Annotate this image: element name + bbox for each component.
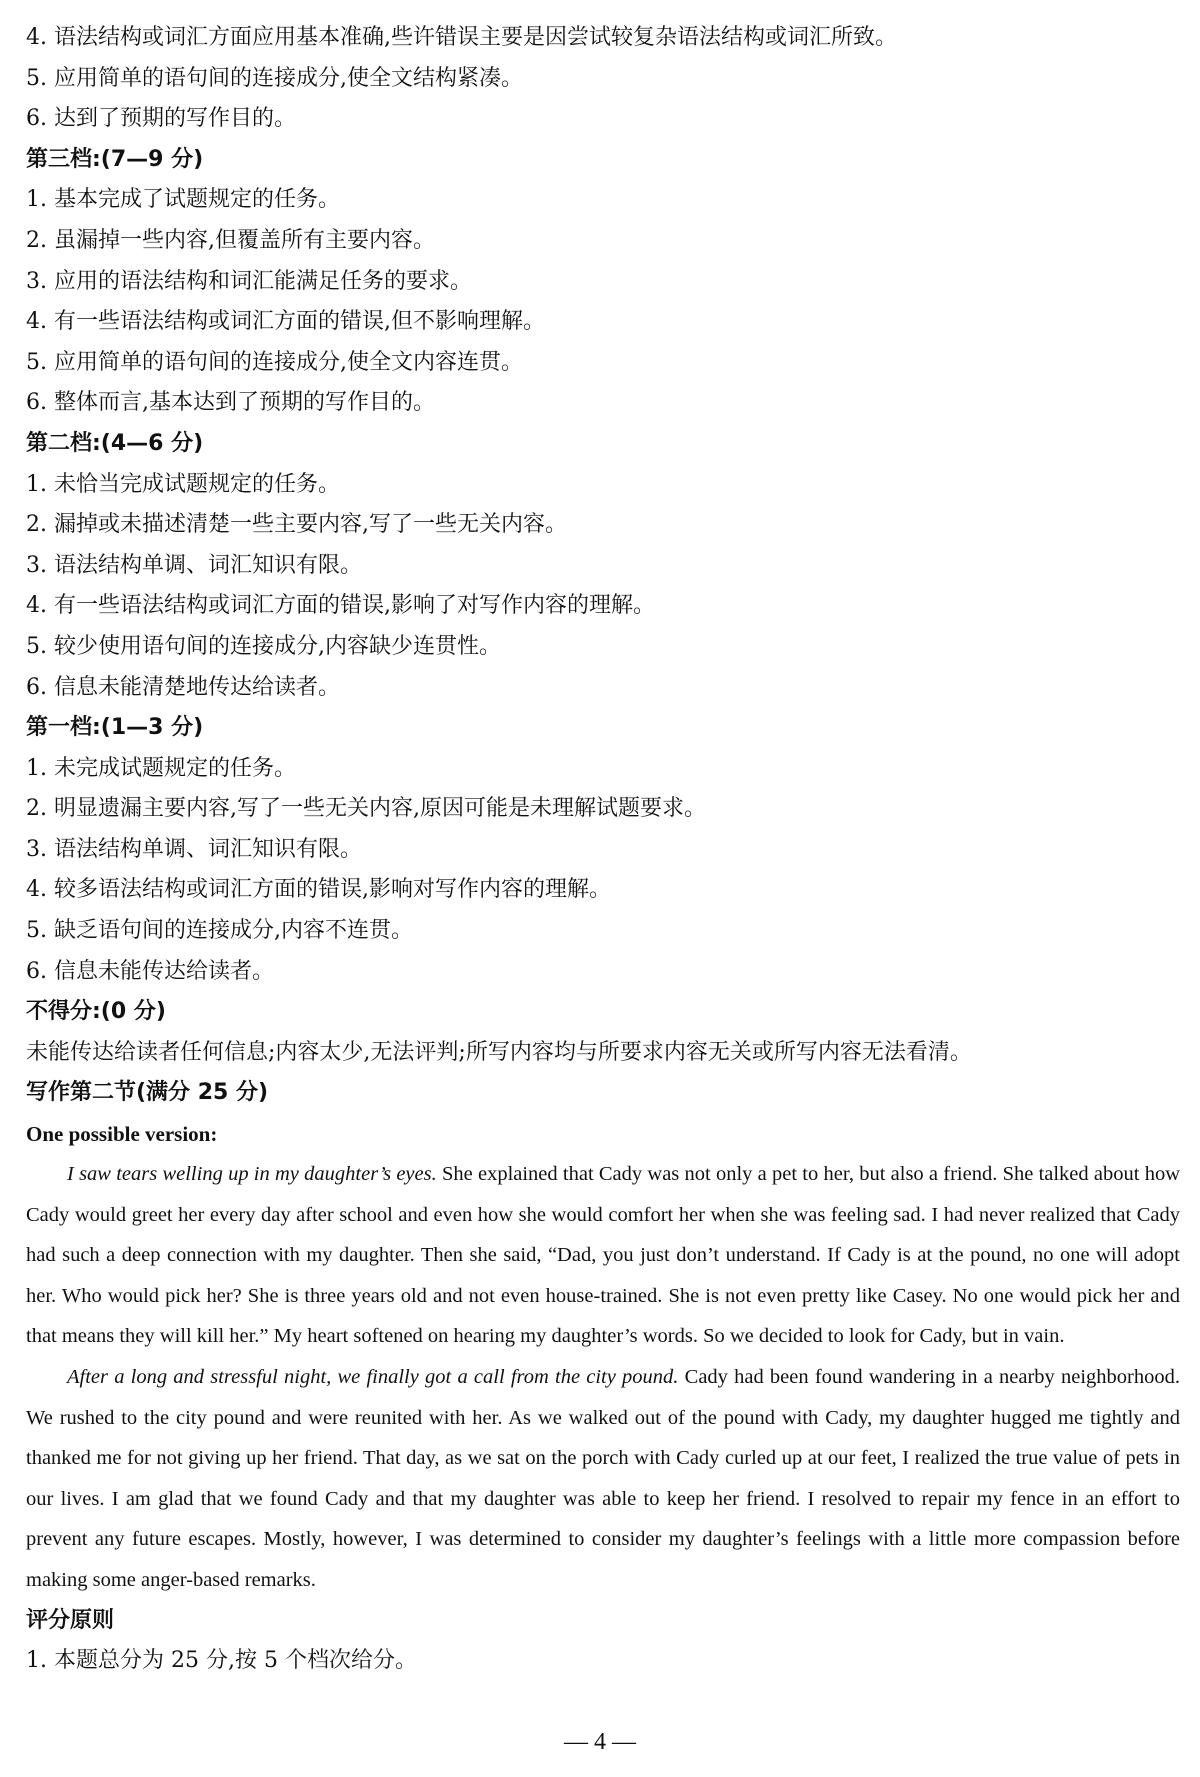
criteria-line: 6. 信息未能传达给读者。 xyxy=(26,958,274,984)
criteria-line: 5. 较少使用语句间的连接成分,内容缺少连贯性。 xyxy=(26,633,501,659)
criteria-line: 4. 较多语法结构或词汇方面的错误,影响对写作内容的理解。 xyxy=(26,877,611,903)
criteria-line: 2. 漏掉或未描述清楚一些主要内容,写了一些无关内容。 xyxy=(26,512,567,538)
tier0-text: 未能传达给读者任何信息;内容太少,无法评判;所写内容均与所要求内容无关或所写内容无法看清。 xyxy=(26,1039,972,1065)
tier2-heading: 第二档:(4—6 分) xyxy=(26,430,204,456)
essay-p1-body: She explained that Cady was not only a pet to her, but also a friend. She talked about how Cady would greet her every day after school and even how she would comfort her when she was feeling sad. I had never realized that Cady had such a deep connection with my daughter. Then she said, “Dad, you just don’t understand. If Cady is at the pound, no one will adopt her. Who would pick her? She is three years old and not even house-trained. She is not even pretty like Casey. No one would pick her and that means they will kill her.” My heart softened on hearing my daughter’s words. So we decided to look for Cady, but in vain. xyxy=(26,1163,1180,1348)
criteria-line: 3. 语法结构单调、词汇知识有限。 xyxy=(26,836,362,862)
criteria-line: 4. 有一些语法结构或词汇方面的错误,但不影响理解。 xyxy=(26,309,545,335)
tier1-heading: 第一档:(1—3 分) xyxy=(26,715,204,741)
essay-p2-body: Cady had been found wandering in a nearby neighborhood. We rushed to the city pound and were reunited with her. As we walked out of the pound with Cady, my daughter hugged me tightly and thanked me for not giving up her friend. That day, as we sat on the porch with Cady curled up at our feet, I realized the true value of pets in our lives. I am glad that we found Cady and that my daughter was able to keep her friend. I resolved to repair my fence in an effort to prevent any future escapes. Mostly, however, I was determined to consider my daughter’s feelings with a little more compassion before making some anger-based remarks. xyxy=(26,1366,1180,1591)
essay-paragraph-1 xyxy=(26,1154,1180,1357)
criteria-line: 4. 语法结构或词汇方面应用基本准确,些许错误主要是因尝试较复杂语法结构或词汇所致。 xyxy=(26,25,897,50)
section2-heading: 写作第二节(满分 25 分) xyxy=(26,1080,269,1106)
criteria-line: 5. 缺乏语句间的连接成分,内容不连贯。 xyxy=(26,918,413,944)
criteria-line: 6. 达到了预期的写作目的。 xyxy=(26,106,296,132)
criteria-line: 2. 明显遗漏主要内容,写了一些无关内容,原因可能是未理解试题要求。 xyxy=(26,796,706,822)
version-label: One possible version: xyxy=(26,1122,218,1147)
criteria-line: 1. 未完成试题规定的任务。 xyxy=(26,755,296,781)
tier3-heading: 第三档:(7—9 分) xyxy=(26,146,204,172)
criteria-line: 3. 应用的语法结构和词汇能满足任务的要求。 xyxy=(26,268,472,294)
page-number: — 4 — xyxy=(564,1729,636,1755)
criteria-line: 6. 整体而言,基本达到了预期的写作目的。 xyxy=(26,390,435,416)
criteria-line: 1. 未恰当完成试题规定的任务。 xyxy=(26,471,340,497)
criteria-line: 4. 有一些语法结构或词汇方面的错误,影响了对写作内容的理解。 xyxy=(26,593,655,619)
criteria-line: 2. 虽漏掉一些内容,但覆盖所有主要内容。 xyxy=(26,227,435,253)
tier0-heading: 不得分:(0 分) xyxy=(26,999,166,1025)
criteria-line: 3. 语法结构单调、词汇知识有限。 xyxy=(26,552,362,578)
essay-p2-opening: After a long and stressful night, we finally got a call from the city pound. xyxy=(67,1366,679,1388)
criteria-line: 5. 应用简单的语句间的连接成分,使全文结构紧凑。 xyxy=(26,65,523,91)
criteria-line: 1. 基本完成了试题规定的任务。 xyxy=(26,187,340,213)
grading-line: 1. 本题总分为 25 分,按 5 个档次给分。 xyxy=(26,1648,417,1674)
criteria-line: 6. 信息未能清楚地传达给读者。 xyxy=(26,674,340,700)
essay-p1-opening: I saw tears welling up in my daughter’s eyes. xyxy=(67,1163,437,1186)
essay-paragraph-2 xyxy=(26,1357,1180,1601)
criteria-line: 5. 应用简单的语句间的连接成分,使全文内容连贯。 xyxy=(26,349,523,375)
grading-heading: 评分原则 xyxy=(26,1607,115,1633)
